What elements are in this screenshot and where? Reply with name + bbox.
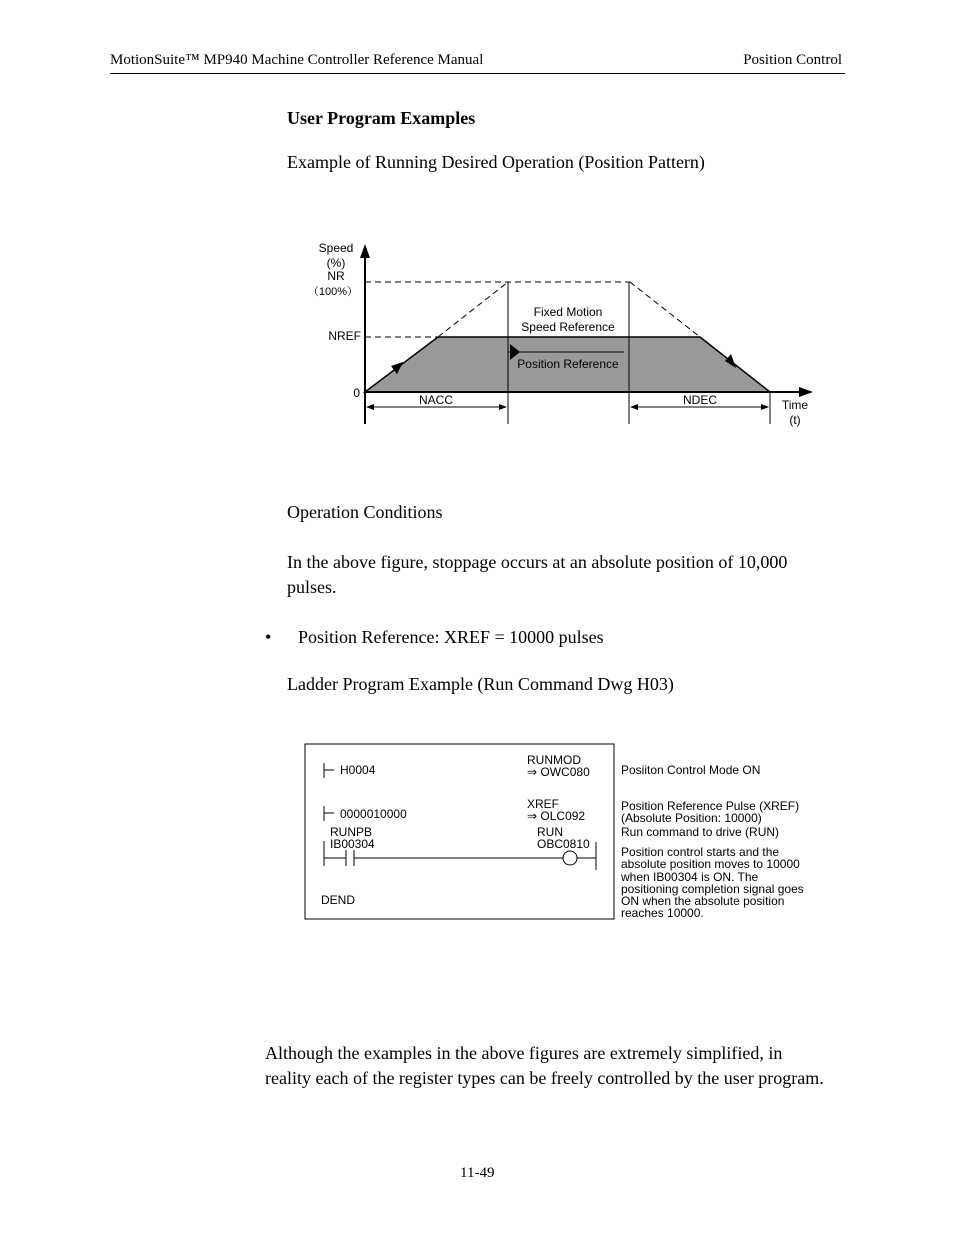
position-pattern-diagram <box>0 0 954 460</box>
note-line-5: ON when the absolute position <box>621 894 785 908</box>
row3-coil-name: RUN <box>537 825 563 839</box>
row2-out-name: XREF <box>527 797 560 811</box>
nr-100-label: （100%） <box>307 286 359 298</box>
nacc-left-arrow-icon <box>366 404 374 410</box>
note-line-4: positioning completion signal goes <box>621 882 804 896</box>
section-heading: User Program Examples <box>287 108 476 128</box>
operation-conditions-heading: Operation Conditions <box>287 502 443 522</box>
row1-input: H0004 <box>340 763 376 777</box>
time-label: Time <box>781 398 809 412</box>
x-axis-arrow <box>799 387 813 397</box>
percent-label: (%) <box>326 256 346 270</box>
ladder-caption: Ladder Program Example (Run Command Dwg H03) <box>287 674 674 694</box>
row1-out-reg: ⇒ OWC080 <box>527 765 590 779</box>
speed-label: Speed <box>318 241 354 255</box>
acc-dashed-line <box>438 282 508 337</box>
run-coil-icon <box>563 851 577 865</box>
row2-input: 0000010000 <box>340 807 407 821</box>
ladder-program-diagram <box>0 730 954 930</box>
note-line-3: when IB00304 is ON. The <box>621 870 759 884</box>
nr-label: NR <box>327 269 345 283</box>
row3-contact-name: RUNPB <box>330 825 373 839</box>
row2-comment-2: (Absolute Position: 10000) <box>621 811 762 825</box>
row3-contact-reg: IB00304 <box>330 837 375 851</box>
position-reference-label: Position Reference <box>517 357 619 371</box>
dend-label: DEND <box>321 893 356 907</box>
row3-comment: Run command to drive (RUN) <box>621 825 780 839</box>
header-title: MotionSuite™ MP940 Machine Controller Reference Manual <box>110 52 484 68</box>
row1-comment: Posiiton Control Mode ON <box>621 763 761 777</box>
nacc-right-arrow-icon <box>499 404 507 410</box>
row2-comment-1: Position Reference Pulse (XREF) <box>621 799 800 813</box>
ndec-right-arrow-icon <box>761 404 769 410</box>
closing-line-2: reality each of the register types can be freely controlled by the user program. <box>265 1068 824 1088</box>
row1-out-name: RUNMOD <box>527 753 581 767</box>
note-line-2: absolute position moves to 10000 <box>621 857 800 871</box>
paragraph-line-1: In the above figure, stoppage occurs at an absolute position of 10,000 <box>287 552 788 572</box>
page-number: 11-49 <box>460 1165 495 1181</box>
closing-line-1: Although the examples in the above figures are extremely simplified, in <box>265 1043 783 1063</box>
note-line-6: reaches 10000. <box>621 906 704 920</box>
header-section: Position Control <box>743 52 842 68</box>
ndec-left-arrow-icon <box>630 404 638 410</box>
paragraph-line-2: pulses. <box>287 577 337 597</box>
y-axis-arrow <box>360 244 370 258</box>
ndec-label: NDEC <box>682 393 718 407</box>
zero-label: 0 <box>353 386 360 400</box>
row3-coil-reg: OBC0810 <box>537 837 590 851</box>
bullet-marker: • <box>265 627 272 647</box>
bullet-position-reference: Position Reference: XREF = 10000 pulses <box>298 627 604 647</box>
nacc-label: NACC <box>418 393 454 407</box>
fixed-motion-label: Fixed Motion <box>533 305 603 319</box>
row2-out-reg: ⇒ OLC092 <box>527 809 586 823</box>
time-t-label: (t) <box>789 413 801 427</box>
figure-caption: Example of Running Desired Operation (Position Pattern) <box>287 152 705 172</box>
nref-label: NREF <box>328 329 361 343</box>
note-line-1: Position control starts and the <box>621 845 780 859</box>
dec-dashed-line <box>630 282 700 337</box>
speed-reference-label: Speed Reference <box>521 320 615 334</box>
